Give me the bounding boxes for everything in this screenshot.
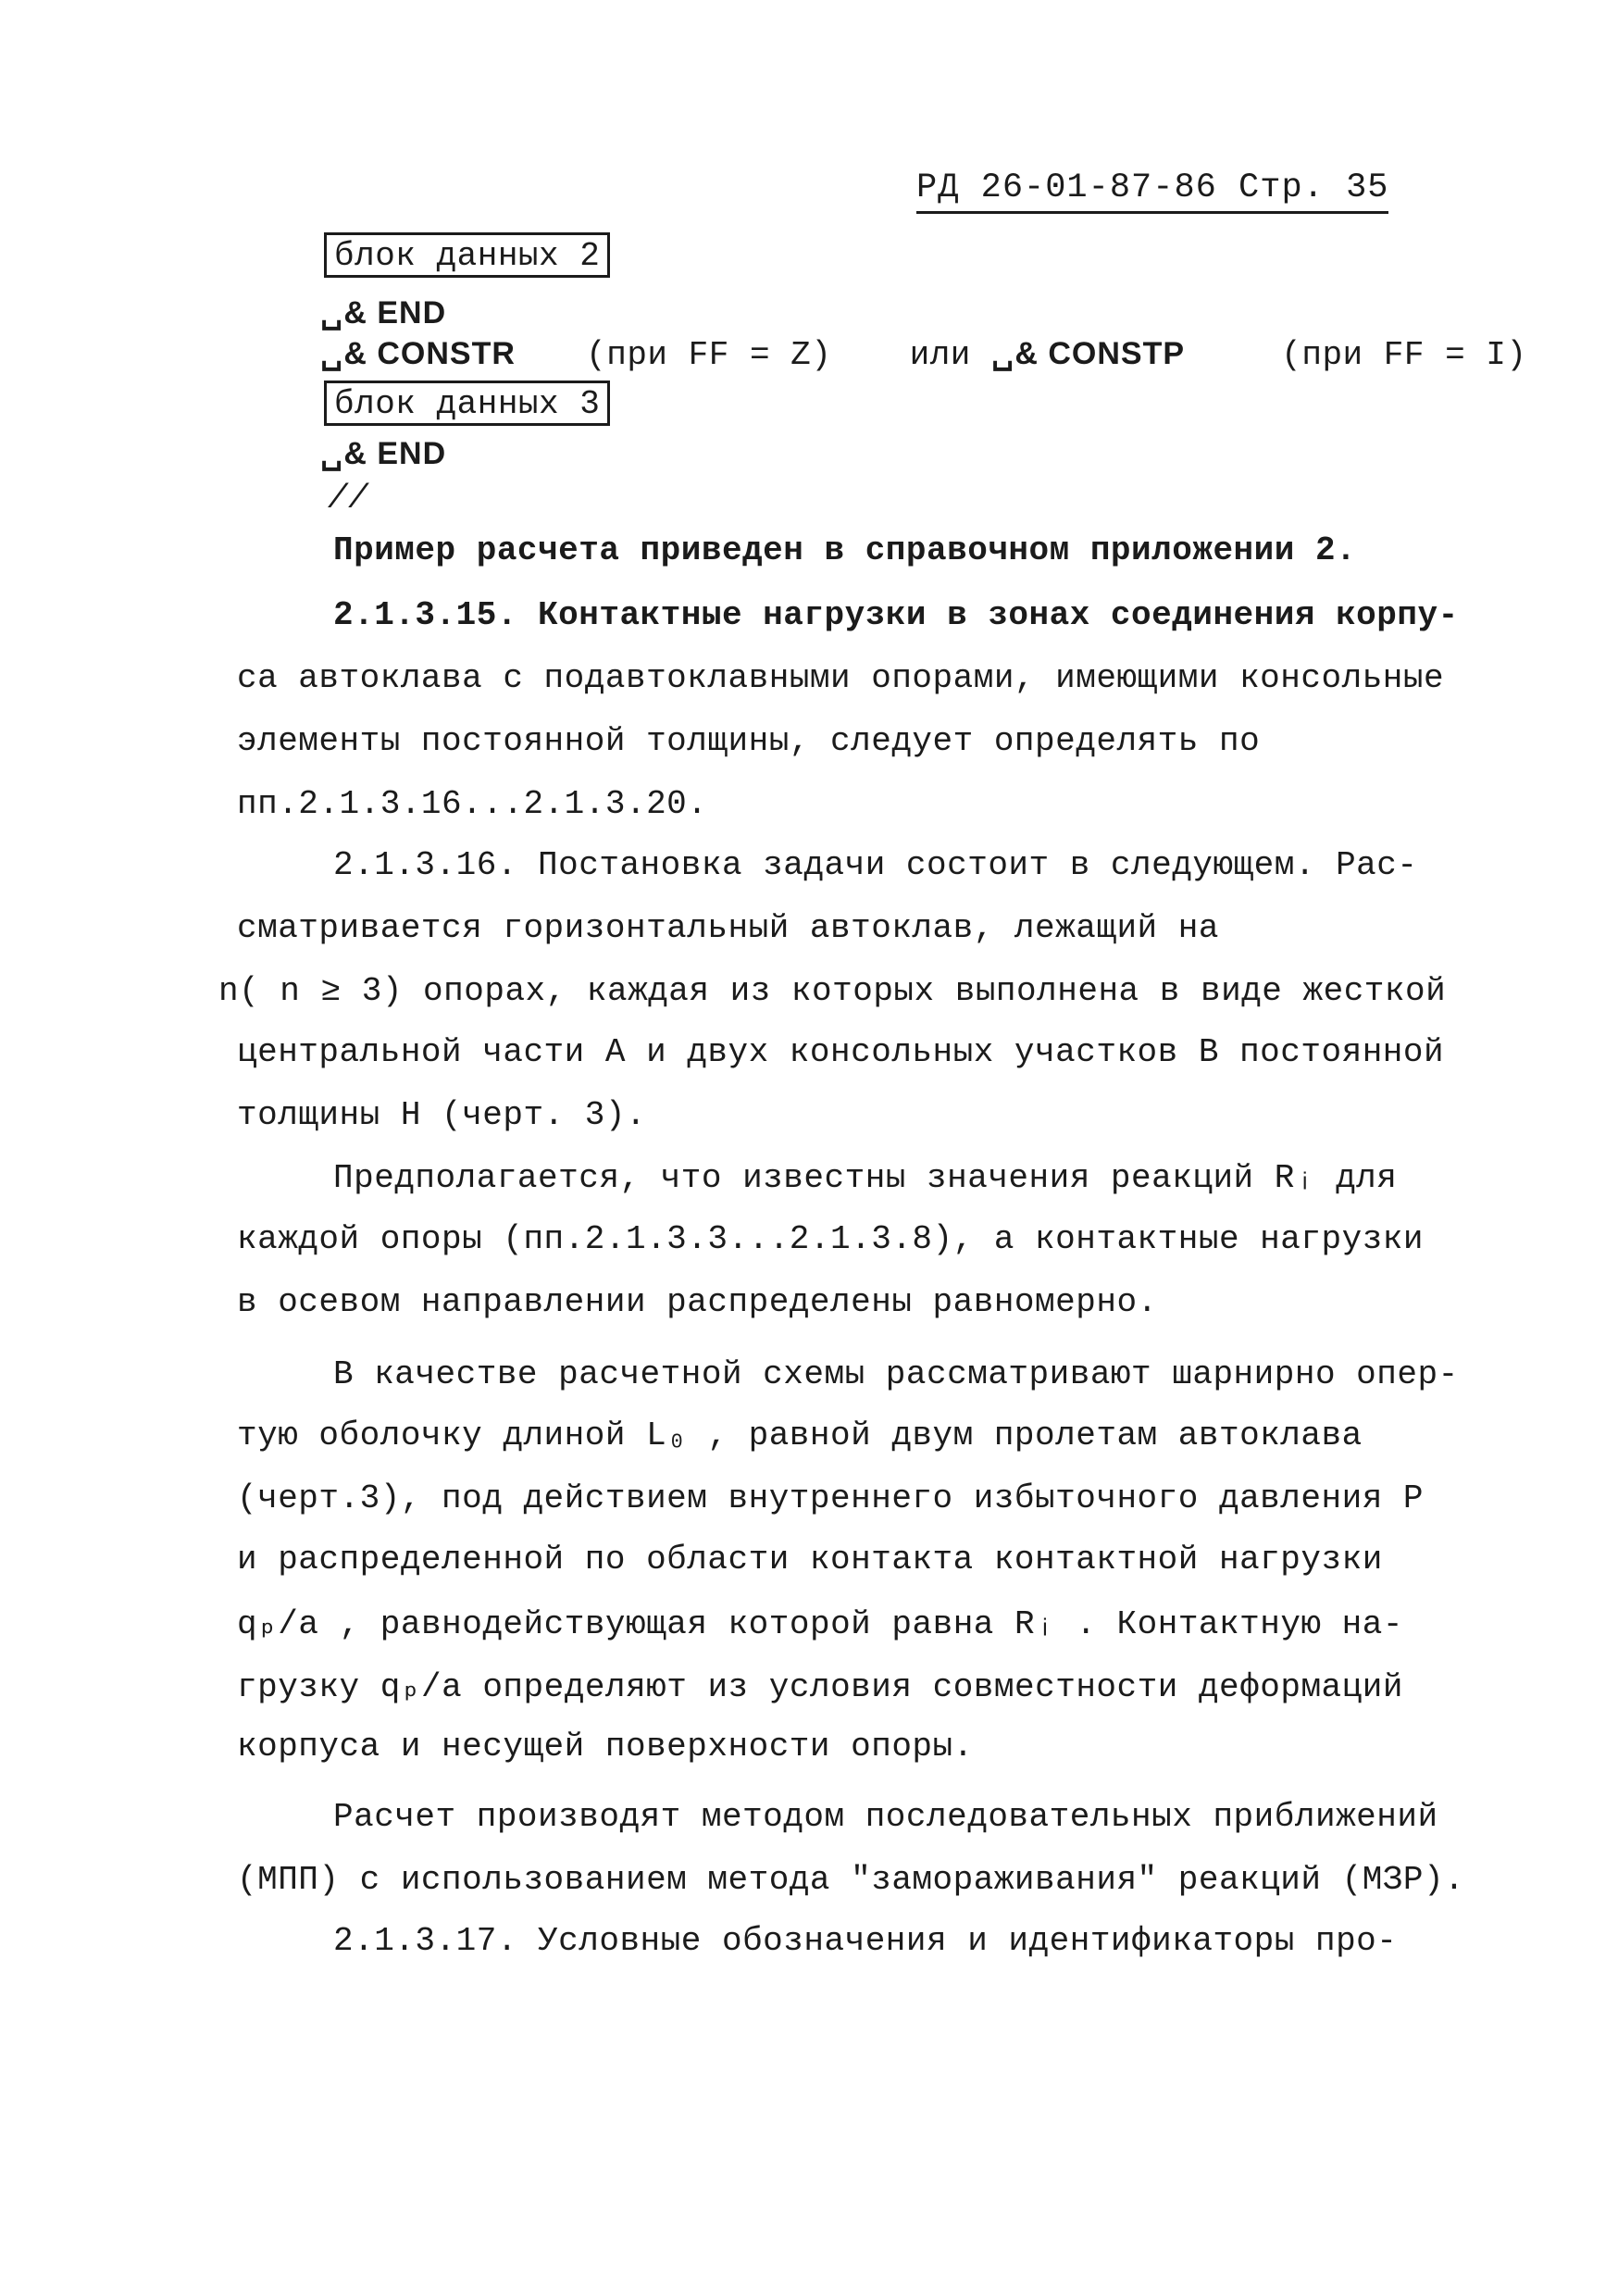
text-line: в осевом направлении распределены равномерно. <box>237 1283 1158 1321</box>
text-line: n( n ≥ 3) опорах, каждая из которых выполнена в виде жесткой <box>218 972 1447 1010</box>
constr-keyword: ␣& CONSTR <box>320 336 516 371</box>
text-line: (черт.3), под действием внутреннего избыточного давления P <box>237 1479 1425 1517</box>
constp-condition: (при FF = I) <box>1281 336 1527 374</box>
text-line: толщины Н (черт. 3). <box>237 1096 647 1134</box>
or-word: или <box>909 336 971 374</box>
text-line: са автоклава с подавтоклавными опорами, имеющими консольные <box>237 659 1445 697</box>
text-line: каждой опоры (пп.2.1.3.3...2.1.3.8), а контактные нагрузки <box>237 1220 1425 1258</box>
text-line: центральной части А и двух консольных участков В постоянной <box>237 1033 1445 1071</box>
code-line-block-3 <box>324 385 610 423</box>
text-line: элементы постоянной толщины, следует определять по <box>237 722 1261 760</box>
text-line: В качестве расчетной схемы рассматривают шарнирно опер- <box>333 1355 1459 1393</box>
page-header: РД 26-01-87-86 Стр. 35 <box>916 168 1388 214</box>
text-line: грузку qₚ/a определяют из условия совместности деформаций <box>237 1668 1403 1706</box>
text-line: Расчет производят методом последовательных приближений <box>333 1798 1438 1836</box>
text-line: 2.1.3.17. Условные обозначения и идентификаторы про- <box>333 1922 1398 1960</box>
code-line-end-2: ␣& END <box>320 436 447 471</box>
code-line-terminator: // <box>328 480 369 518</box>
text-line: корпуса и несущей поверхности опоры. <box>237 1728 974 1766</box>
code-line-end-1: ␣& END <box>320 295 447 331</box>
text-line: qₚ/a , равнодействующая которой равна Rᵢ . Контактную на- <box>237 1605 1403 1643</box>
constp-keyword: ␣& CONSTP <box>991 336 1186 371</box>
text-line: сматривается горизонтальный автоклав, лежащий на <box>237 909 1219 947</box>
data-block-2-box: блок данных 2 <box>324 232 610 278</box>
text-line: Предполагается, что известны значения реакций Rᵢ для <box>333 1159 1398 1197</box>
code-line-constr <box>320 335 1527 374</box>
text-line: Пример расчета приведен в справочном приложении 2. <box>333 531 1357 569</box>
text-line: (МПП) с использованием метода "замораживания" реакций (МЗР). <box>237 1861 1465 1899</box>
constr-condition: (при FF = Z) <box>586 336 832 374</box>
text-line: 2.1.3.16. Постановка задачи состоит в следующем. Рас- <box>333 846 1418 884</box>
code-line-block-2 <box>324 237 610 275</box>
text-line: пп.2.1.3.16...2.1.3.20. <box>237 785 708 823</box>
text-line: 2.1.3.15. Контактные нагрузки в зонах соединения корпу- <box>333 596 1459 634</box>
text-line: и распределенной по области контакта контактной нагрузки <box>237 1541 1383 1578</box>
text-line: тую оболочку длиной L₀ , равной двум пролетам автоклава <box>237 1416 1363 1454</box>
data-block-3-box: блок данных 3 <box>324 381 610 426</box>
